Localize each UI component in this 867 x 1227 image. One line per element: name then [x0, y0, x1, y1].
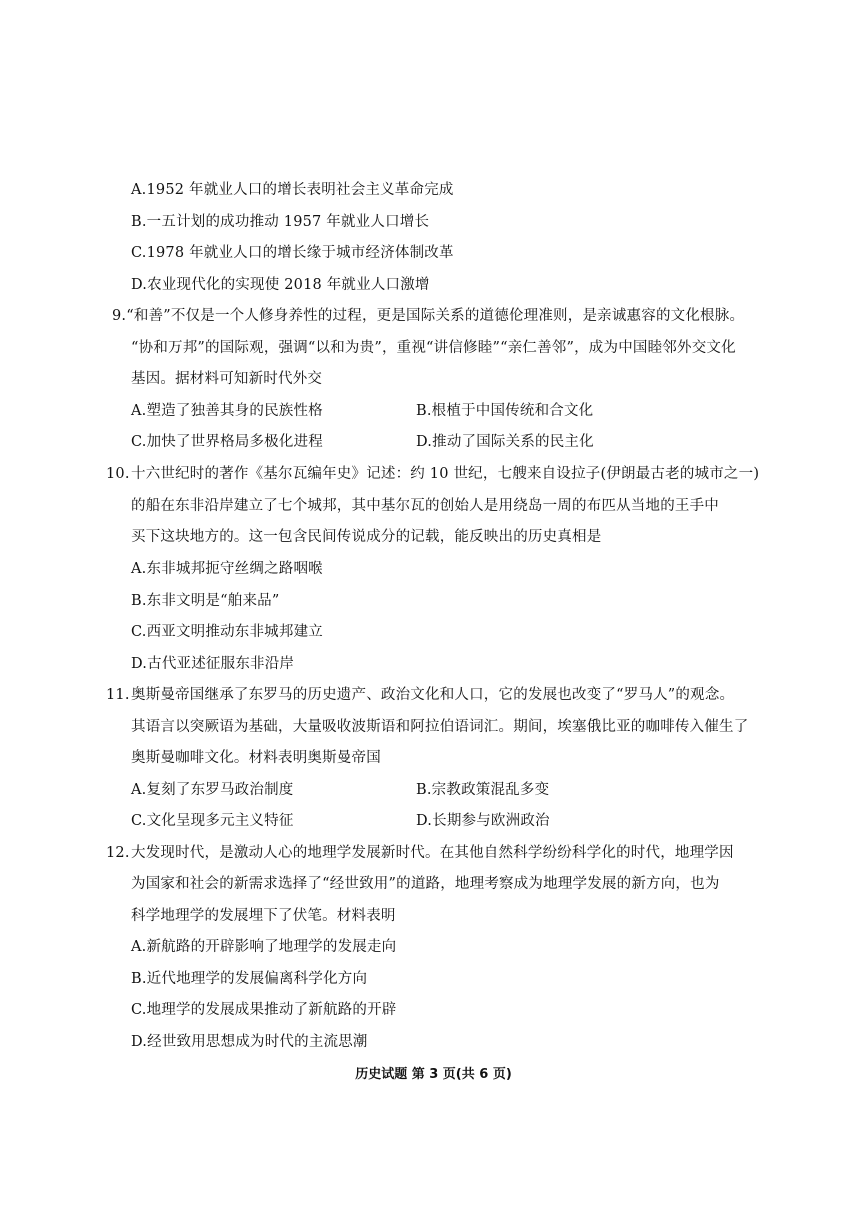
q10-stem-line1: 十六世纪时的著作《基尔瓦编年史》记述：约 10 世纪，七艘来自设拉子(伊朗最古老的城市之一) — [131, 466, 760, 482]
q9-option-a: A.塑造了独善其身的民族性格 — [131, 403, 323, 419]
q9-stem-line1: 9.“和善”不仅是一个人修身养性的过程，更是国际关系的道德伦理准则，是亲诚惠容的文化根脉。 — [112, 308, 745, 324]
q8-option-a: A.1952 年就业人口的增长表明社会主义革命完成 — [131, 182, 454, 198]
q10-stem-line3: 买下这块地方的。这一包含民间传说成分的记载，能反映出的历史真相是 — [131, 529, 602, 545]
q12-option-b: B.近代地理学的发展偏离科学化方向 — [131, 971, 368, 987]
q10-option-d: D.古代亚述征服东非沿岸 — [131, 656, 295, 672]
q12-option-a: A.新航路的开辟影响了地理学的发展走向 — [131, 939, 397, 955]
q10-number: 10. — [106, 466, 130, 482]
q11-stem-line1: 奥斯曼帝国继承了东罗马的历史遗产、政治文化和人口，它的发展也改变了“罗马人”的观念。 — [131, 687, 735, 703]
q9-option-b: B.根植于中国传统和合文化 — [416, 403, 594, 419]
q11-option-c: C.文化呈现多元主义特征 — [131, 813, 294, 829]
q11-option-a: A.复刻了东罗马政治制度 — [131, 782, 294, 798]
page-footer: 历史试题 第 3 页(共 6 页) — [355, 1067, 512, 1082]
q8-option-d: D.农业现代化的实现使 2018 年就业人口激增 — [131, 277, 430, 293]
q10-option-b: B.东非文明是“舶来品” — [131, 593, 280, 609]
q12-stem-line2: 为国家和社会的新需求选择了“经世致用”的道路，地理考察成为地理学发展的新方向，也为 — [131, 876, 720, 892]
q12-stem-line3: 科学地理学的发展埋下了伏笔。材料表明 — [131, 908, 396, 924]
q8-option-c: C.1978 年就业人口的增长缘于城市经济体制改革 — [131, 245, 454, 261]
q11-stem-line2: 其语言以突厥语为基础，大量吸收波斯语和阿拉伯语词汇。期间，埃塞俄比亚的咖啡传入催生了 — [131, 719, 749, 735]
q8-option-b: B.一五计划的成功推动 1957 年就业人口增长 — [131, 214, 430, 230]
q12-option-c: C.地理学的发展成果推动了新航路的开辟 — [131, 1002, 397, 1018]
q9-stem-line2: “协和万邦”的国际观，强调“以和为贵”，重视“讲信修睦”“亲仁善邻”，成为中国睦邻外交文化 — [131, 340, 736, 356]
q12-option-d: D.经世致用思想成为时代的主流思潮 — [131, 1034, 368, 1050]
q11-option-d: D.长期参与欧洲政治 — [416, 813, 550, 829]
q12-number: 12. — [106, 845, 130, 861]
q10-stem-line2: 的船在东非沿岸建立了七个城邦，其中基尔瓦的创始人是用绕岛一周的布匹从当地的王手中 — [131, 498, 719, 514]
q9-option-c: C.加快了世界格局多极化进程 — [131, 434, 323, 450]
q9-option-d: D.推动了国际关系的民主化 — [416, 434, 594, 450]
q12-stem-line1: 大发现时代，是激动人心的地理学发展新时代。在其他自然科学纷纷科学化的时代，地理学因 — [131, 845, 734, 861]
q11-stem-line3: 奥斯曼咖啡文化。材料表明奥斯曼帝国 — [131, 750, 381, 766]
q11-option-b: B.宗教政策混乱多变 — [416, 782, 550, 798]
q10-option-c: C.西亚文明推动东非城邦建立 — [131, 624, 323, 640]
q9-stem-line3: 基因。据材料可知新时代外交 — [131, 371, 323, 387]
q11-number: 11. — [106, 687, 130, 703]
q10-option-a: A.东非城邦扼守丝绸之路咽喉 — [131, 561, 323, 577]
